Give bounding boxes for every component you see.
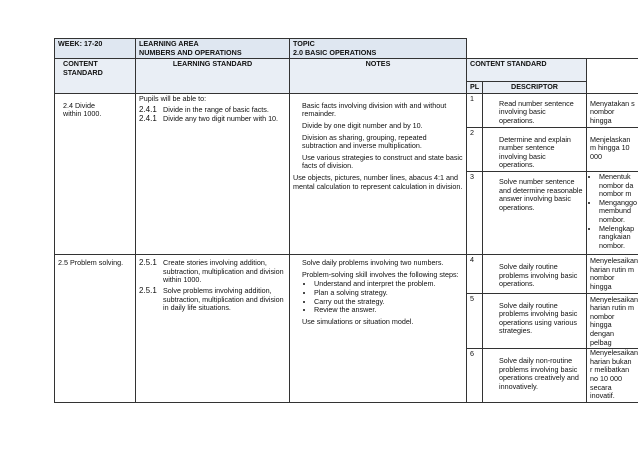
col-learning-standard: LEARNING STANDARD (136, 59, 290, 94)
col-blank (587, 59, 638, 94)
col-content-standard-right: CONTENT STANDARD (467, 59, 587, 82)
content-standard-2-5: 2.5 Problem solving. (55, 255, 136, 403)
descriptor-2: Determine and explain number sentence involving basic operations. (483, 127, 587, 171)
descriptor-5: Solve daily routine problems involving basic operations using various strategies. (483, 293, 587, 349)
learning-area-label: LEARNING AREA (139, 39, 199, 48)
pl-3: 3 (467, 171, 483, 254)
learning-standard-2-5 (136, 255, 290, 403)
pl-1: 1 (467, 93, 483, 127)
header-row (55, 39, 638, 59)
week-cell: WEEK: 17-20 (55, 39, 136, 59)
ls-item: 2.4.1 Divide in the range of basic facts. (139, 105, 269, 115)
pl-6: 6 (467, 349, 483, 403)
table-row (55, 255, 638, 293)
pl-2: 2 (467, 127, 483, 171)
intro-text: Pupils will be able to: (139, 93, 207, 103)
malay-1: Menyatakan s nombor hingga (587, 93, 638, 127)
list-item: • Understand and interpret the problem. (314, 280, 463, 289)
malay-6: Menyelesaikan harian bukan r melibatkan no 10 000 secara inovatif. (587, 349, 638, 403)
col-pl: PL (467, 82, 483, 94)
col-descriptor: DESCRIPTOR (483, 82, 587, 94)
col-content-standard: CONTENT STANDARD (55, 59, 136, 94)
malay-2: Menjelaskan m hingga 10 000 (587, 127, 638, 171)
list-item: • Plan a solving strategy. (314, 289, 463, 298)
header-blank (467, 39, 638, 59)
learning-area-value: NUMBERS AND OPERATIONS (139, 47, 242, 57)
list-item: • Carry out the strategy. (314, 298, 463, 307)
list-item: • Review the answer. (314, 306, 463, 315)
learning-standard-2-4 (136, 93, 290, 255)
topic-value: 2.0 BASIC OPERATIONS (293, 47, 377, 57)
descriptor-6: Solve daily non-routine problems involving basic operations creatively and innovatively. (483, 349, 587, 403)
descriptor-4: Solve daily routine problems involving basic operations. (483, 255, 587, 293)
malay-4: Menyelesaikan harian rutin m nombor hingga (587, 255, 638, 293)
steps-list (314, 280, 463, 314)
table-row (55, 93, 638, 127)
descriptor-3: Solve number sentence and determine reasonable answer involving basic operations. (483, 171, 587, 254)
ls-item: 2.4.1 Divide any two digit number with 10. (139, 113, 279, 123)
lesson-plan-table (54, 38, 638, 403)
col-notes: NOTES (290, 59, 467, 94)
topic-label: TOPIC (293, 39, 315, 48)
ls-item: 2.5.1 Solve problems involving addition, subtraction, multiplication and division in daily life situations. (139, 286, 284, 313)
pl-5: 5 (467, 293, 483, 349)
notes-2-5: Solve daily problems involving two numbers. Problem-solving skill involves the following steps: • Understand and interpret the problem. • Plan a solving strategy. • Carry out the strategy. • Review the answer. Use simulations or situation model. (290, 255, 467, 403)
ls-item: 2.5.1 Create stories involving addition, subtraction, multiplication and division within 1000. (139, 258, 284, 285)
topic-cell (290, 39, 467, 59)
notes-2-4: Basic facts involving division with and without remainder. Divide by one digit number and by 10. Division as sharing, grouping, repeated subtraction and inverse multiplication. Use various strategies to construct and state basic facts of division. Use objects, pictures, number lines, abacus 4:1 and mental calculation to represent calculation in division. (290, 93, 467, 255)
column-header-row (55, 59, 638, 82)
malay-5: Menyelesaikan harian rutin m nombor hingga dengan pelbag (587, 293, 638, 349)
content-standard-2-4: 2.4 Divide within 1000. (55, 93, 136, 255)
pl-4: 4 (467, 255, 483, 293)
learning-area-cell (136, 39, 290, 59)
descriptor-1: Read number sentence involving basic operations. (483, 93, 587, 127)
malay-3: • Menentuk nombor da nombor m • Menganggo membund nombor. • Melengkap rangkaian nombor. (587, 171, 638, 254)
